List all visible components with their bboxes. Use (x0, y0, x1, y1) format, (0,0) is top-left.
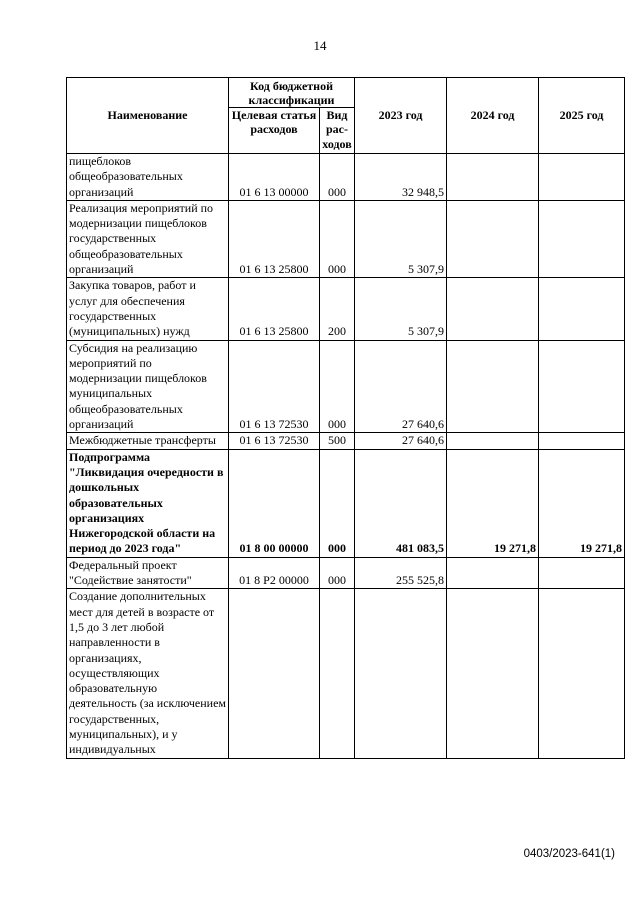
row-amount-2023: 32 948,5 (355, 154, 447, 201)
header-name: Наименование (67, 78, 229, 154)
table-row-subprogram (67, 449, 625, 557)
row-amount-2025 (539, 557, 625, 589)
page-number: 14 (313, 38, 327, 53)
budget-table (66, 77, 625, 759)
row-expense-type: 000 (320, 449, 355, 557)
row-amount-2024 (447, 557, 539, 589)
table-row (67, 154, 625, 201)
row-amount-2025 (539, 200, 625, 277)
row-amount-2023: 27 640,6 (355, 433, 447, 449)
row-amount-2023: 481 083,5 (355, 449, 447, 557)
header-expense-type: Вид рас-ходов (320, 108, 355, 154)
row-expense-type (320, 589, 355, 758)
row-amount-2023: 255 525,8 (355, 557, 447, 589)
row-name: Федеральный проект "Содействие занятости" (67, 557, 229, 589)
row-target-code: 01 8 P2 00000 (229, 557, 320, 589)
table-row (67, 278, 625, 340)
header-kbk: Код бюджетной классификации (229, 78, 355, 108)
row-amount-2024 (447, 278, 539, 340)
row-target-code: 01 6 13 00000 (229, 154, 320, 201)
row-target-code (229, 589, 320, 758)
row-name: Реализация мероприятий по модернизации пищеблоков государственных общеобразовательных организаций (67, 200, 229, 277)
row-amount-2024 (447, 340, 539, 433)
row-name: Закупка товаров, работ и услуг для обеспечения государственных (муниципальных) нужд (67, 278, 229, 340)
row-expense-type: 000 (320, 557, 355, 589)
row-target-code: 01 6 13 25800 (229, 278, 320, 340)
row-amount-2025 (539, 340, 625, 433)
table-row (67, 589, 625, 758)
row-expense-type: 200 (320, 278, 355, 340)
row-name: Подпрограмма "Ликвидация очередности в дошкольных образовательных организациях Нижегородской области на период до 2023 года" (67, 449, 229, 557)
row-amount-2025: 19 271,8 (539, 449, 625, 557)
row-amount-2025 (539, 433, 625, 449)
row-expense-type: 500 (320, 433, 355, 449)
row-name: Межбюджетные трансферты (67, 433, 229, 449)
row-name: Создание дополнительных мест для детей в возрасте от 1,5 до 3 лет любой направленности в организациях, осуществляющих образовательную деятельность (за исключением государственных, муниципальных), и у индивидуальных (67, 589, 229, 758)
row-target-code: 01 6 13 25800 (229, 200, 320, 277)
row-amount-2023 (355, 589, 447, 758)
row-amount-2023: 5 307,9 (355, 200, 447, 277)
row-amount-2023: 5 307,9 (355, 278, 447, 340)
row-expense-type: 000 (320, 200, 355, 277)
row-amount-2024 (447, 433, 539, 449)
row-expense-type: 000 (320, 340, 355, 433)
row-amount-2025 (539, 154, 625, 201)
row-name: пищеблоков общеобразовательных организаций (67, 154, 229, 201)
row-amount-2024 (447, 154, 539, 201)
header-target-article: Целевая статья расходов (229, 108, 320, 154)
row-amount-2024 (447, 589, 539, 758)
header-year-2025: 2025 год (539, 78, 625, 154)
header-year-2023: 2023 год (355, 78, 447, 154)
row-target-code: 01 6 13 72530 (229, 433, 320, 449)
row-expense-type: 000 (320, 154, 355, 201)
row-amount-2024: 19 271,8 (447, 449, 539, 557)
header-year-2024: 2024 год (447, 78, 539, 154)
row-target-code: 01 6 13 72530 (229, 340, 320, 433)
document-code: 0403/2023-641(1) (523, 848, 615, 860)
row-amount-2023: 27 640,6 (355, 340, 447, 433)
row-amount-2025 (539, 589, 625, 758)
row-name: Субсидия на реализацию мероприятий по модернизации пищеблоков муниципальных общеобразовательных организаций (67, 340, 229, 433)
table-row (67, 433, 625, 449)
table-row (67, 200, 625, 277)
row-amount-2025 (539, 278, 625, 340)
table-row (67, 557, 625, 589)
table-row (67, 340, 625, 433)
row-amount-2024 (447, 200, 539, 277)
row-target-code: 01 8 00 00000 (229, 449, 320, 557)
